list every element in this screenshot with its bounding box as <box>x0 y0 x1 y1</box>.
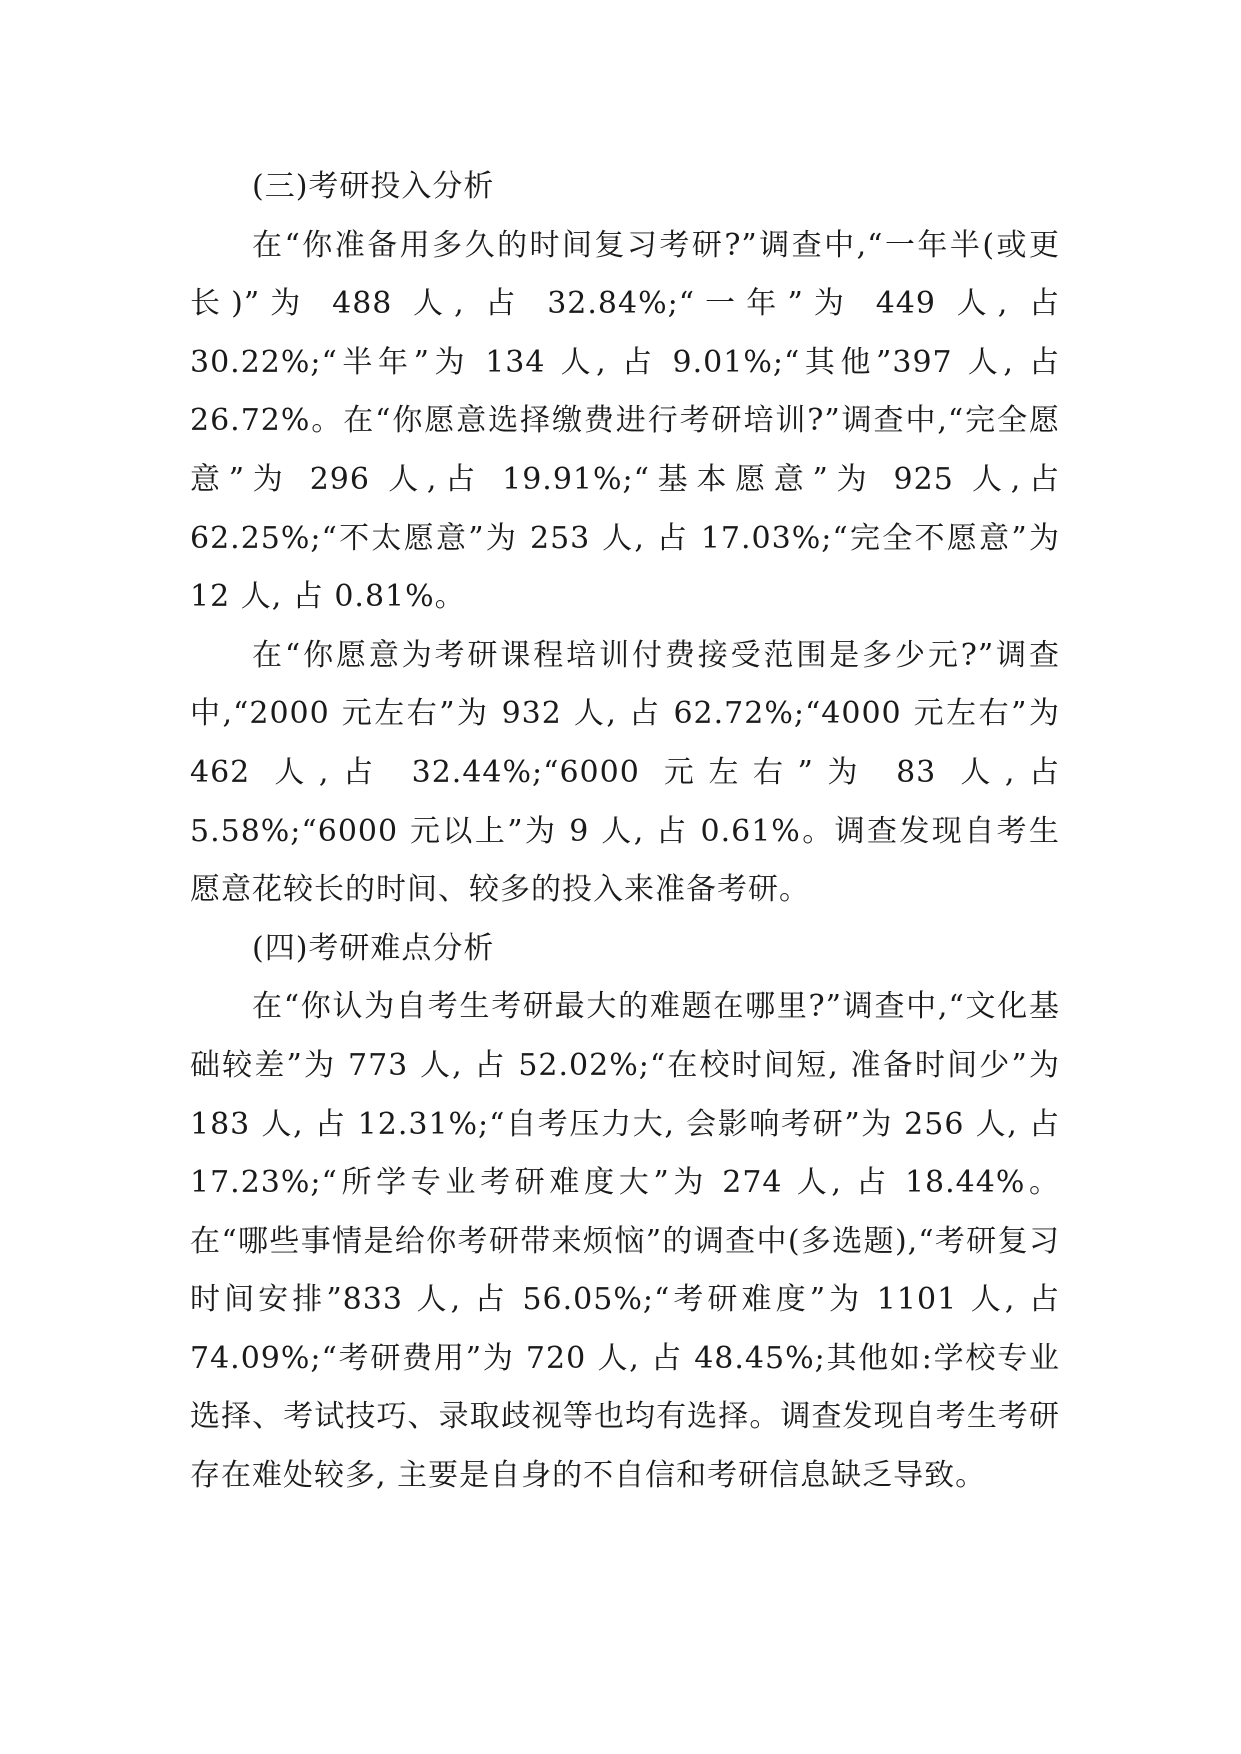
paragraph-difficulties: 在“你认为自考生考研最大的难题在哪里?”调查中,“文化基础较差”为 773 人, 占 52.02%;“在校时间短, 准备时间少”为 183 人, 占 12.31%;“自考压力大, 会影响考研”为 256 人, 占 17.23%;“所学专业考研难度大”为 274 人, 占 18.44%。在“哪些事情是给你考研带来烦恼”的调查中(多选题),“考研复习时间安排”833 人, 占 56.05%;“考研难度”为 1101 人, 占 74.09%;“考研费用”为 720 人, 占 48.45%;其他如:学校专业选择、考试技巧、录取歧视等也均有选择。调查发现自考生考研存在难处较多, 主要是自身的不自信和考研信息缺乏导致。 <box>190 989 1060 1494</box>
paragraph-training-fee: 在“你愿意为考研课程培训付费接受范围是多少元?”调查中,“2000 元左右”为 932 人, 占 62.72%;“4000 元左右”为 462 人,占 32.44%;“6000 元左右”为 83 人,占 5.58%;“6000 元以上”为 9 人, 占 0.61%。调查发现自考生愿意花较长的时间、较多的投入来准备考研。 <box>190 637 1060 908</box>
section-heading-difficulties: (四)考研难点分析 <box>252 930 495 966</box>
document-body <box>190 158 1060 1506</box>
paragraph-study-time-and-training: 在“你准备用多久的时间复习考研?”调查中,“一年半(或更长)”为 488 人, 占 32.84%;“一年”为 449 人, 占 30.22%;“半年”为 134 人, 占 9.01%;“其他”397 人, 占 26.72%。在“你愿意选择缴费进行考研培训?”调查中,“完全愿意”为 296 人,占 19.91%;“基本愿意”为 925 人,占 62.25%;“不太愿意”为 253 人, 占 17.03%;“完全不愿意”为 12 人, 占 0.81%。 <box>190 227 1060 615</box>
section-heading-investment: (三)考研投入分析 <box>252 169 495 204</box>
